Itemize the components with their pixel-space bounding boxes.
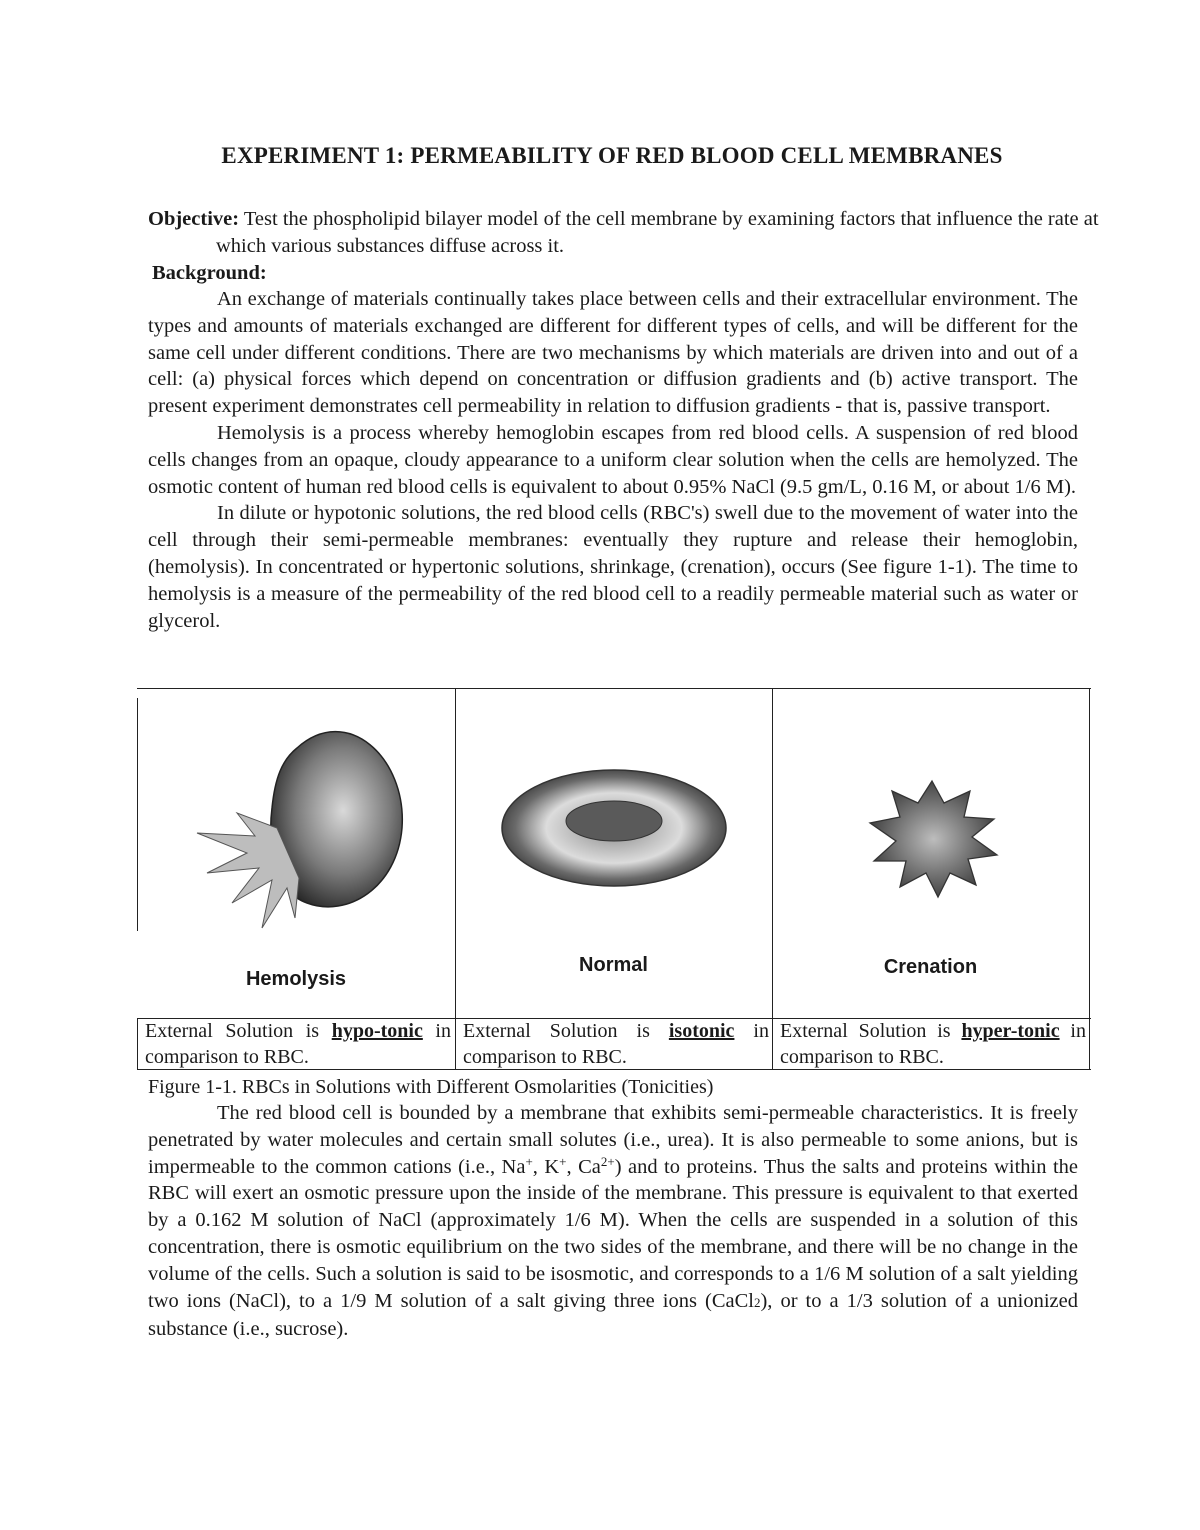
membrane-text-sep2: , Ca	[566, 1155, 601, 1178]
membrane-text-2: ) and to proteins. Thus the salts and proteins within the RBC will exert an osmotic pressure upon the inside of the membrane. This pressure is equivalent to that exerted by a 0.162 M solution of NaCl (approximately 1/6 M). When the cells are suspended in a solution of this concentration, there is osmotic equilibrium on the two sides of the membrane, and there will be no change in the volume of the cells. Such a solution is said to be isosmotic, and corresponds to a 1/6 M solution of a salt yielding two ions (NaCl), to a 1/9 M solution of a salt giving three ions (CaCl	[148, 1155, 1078, 1312]
normal-cell-image	[497, 763, 732, 898]
page-title: EXPERIMENT 1: PERMEABILITY OF RED BLOOD CELL MEMBRANES	[221, 143, 1003, 168]
membrane-text-3: ), or to a 1/3 solution of a unionized substance (i.e., sucrose).	[148, 1289, 1078, 1341]
caption-left-border	[137, 1018, 138, 1070]
figure-caption: Figure 1-1. RBCs in Solutions with Different Osmolarities (Tonicities)	[148, 1076, 714, 1098]
objective-label: Objective:	[148, 208, 240, 230]
hypertonic-caption-post: in comparison to RBC.	[780, 1020, 1086, 1068]
figure-left-border	[137, 698, 138, 931]
background-section	[148, 286, 1078, 634]
normal-label: Normal	[579, 954, 648, 976]
sodium-charge: +	[525, 1153, 533, 1169]
figure-divider-1	[455, 688, 456, 1070]
objective-paragraph	[148, 206, 1146, 260]
figure-1-1	[137, 688, 1091, 1070]
figure-right-border	[1089, 688, 1090, 1070]
calcium-charge: 2+	[600, 1153, 615, 1169]
membrane-text-1: The red blood cell is bounded by a membrane that exhibits semi-permeable characteristics. It is freely penetrated by water molecules and certain small solutes (i.e., urea). It is also permeable to some anions, but is impermeable to the common cations (i.e., Na	[148, 1102, 1078, 1178]
hypotonic-caption	[141, 1018, 455, 1070]
isotonic-caption-term: isotonic	[668, 1020, 735, 1042]
background-paragraph-2: Hemolysis is a process whereby hemoglobin escapes from red blood cells. A suspension of red blood cells changes from an opaque, cloudy appearance to a uniform clear solution when the cells are hemolyzed. The osmotic content of human red blood cells is equivalent to about 0.95% NaCl (9.5 gm/L, 0.16 M, or about 1/6 M).	[148, 421, 1078, 498]
hypotonic-caption-post: in comparison to RBC.	[145, 1020, 451, 1068]
crenation-cell-image	[852, 773, 1012, 903]
crenation-label: Crenation	[883, 956, 978, 978]
isotonic-caption-post: in comparison to RBC.	[463, 1020, 769, 1068]
hypertonic-caption-pre: External Solution is	[780, 1020, 962, 1042]
membrane-paragraph	[148, 1100, 1078, 1343]
figure-divider-2	[772, 688, 773, 1070]
hypotonic-caption-pre: External Solution is	[145, 1020, 332, 1042]
objective-text: Test the phospholipid bilayer model of the cell membrane by examining factors that influence the rate at which various substances diffuse across it.	[216, 208, 1099, 257]
background-heading: Background:	[152, 262, 267, 284]
membrane-section	[148, 1100, 1078, 1343]
hypertonic-caption	[776, 1018, 1090, 1070]
potassium-charge: +	[559, 1153, 567, 1169]
hypotonic-caption-term: hypo-tonic	[331, 1020, 423, 1042]
isotonic-caption	[459, 1018, 773, 1070]
isotonic-caption-pre: External Solution is	[463, 1020, 669, 1042]
hemolysis-label: Hemolysis	[245, 968, 347, 990]
membrane-text-sep1: , K	[532, 1155, 560, 1178]
background-paragraph-1: An exchange of materials continually takes place between cells and their extracellular environment. The types and amounts of materials exchanged are different for different types of cells, and will be different for the same cell under different conditions. There are two mechanisms by which materials are driven into and out of a cell: (a) physical forces which depend on concentration or diffusion gradients and (b) active transport. The present experiment demonstrates cell permeability in relation to diffusion gradients - that is, passive transport.	[148, 288, 1078, 418]
background-paragraph-3: In dilute or hypotonic solutions, the red blood cells (RBC's) swell due to the movement of water into the cell through their semi-permeable membranes: eventually they rupture and release their hemoglobin, (hemolysis). In concentrated or hypertonic solutions, shrinkage, (crenation), occurs (See figure 1-1). The time to hemolysis is a measure of the permeability of the red blood cell to a readily permeable material such as water or glycerol.	[148, 502, 1078, 632]
calcium-chloride-subscript: 2	[753, 1294, 761, 1310]
figure-top-border	[137, 688, 1091, 689]
hypertonic-caption-term: hyper-tonic	[961, 1020, 1060, 1042]
hemolysis-cell-image	[177, 708, 437, 948]
